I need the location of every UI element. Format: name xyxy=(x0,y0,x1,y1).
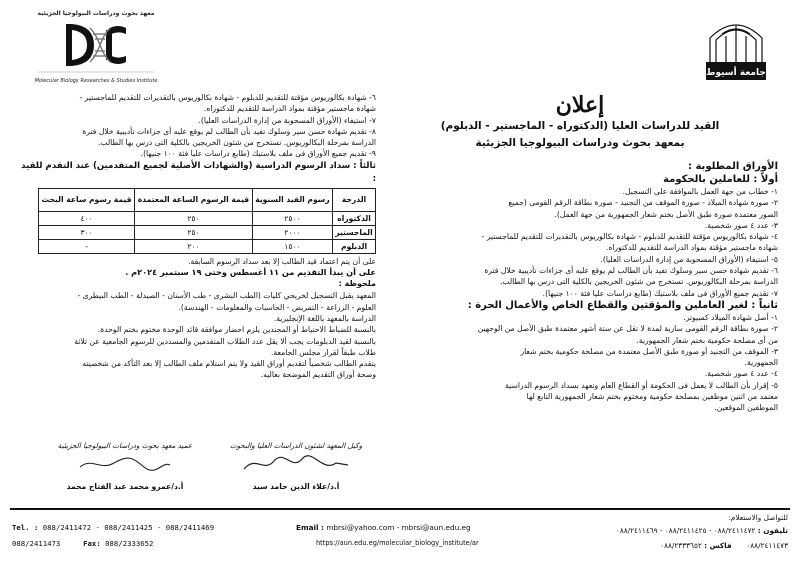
list-item: ٦- تقديم شهادة حسن سير وسلوك تفيد بأن الطالب لم يوقع عليه أى جزاءات تأديبية خلال فترة xyxy=(484,266,778,276)
university-logo xyxy=(700,10,772,84)
table-cell: الدبلوم xyxy=(333,239,376,253)
table-cell: ٣٠٠ xyxy=(39,225,135,239)
table-header-cell: قيمة رسوم ساعة البحث xyxy=(39,188,135,211)
svg-text:Molecular Biology Researches &: Molecular Biology Researches & Studies Institute xyxy=(34,78,158,84)
svg-text:معهد بحوث ودراسات البيولوجيا ا: معهد بحوث ودراسات البيولوجيا الجزيئية xyxy=(37,10,155,17)
note-item: طلاب طبقاً لقرار مجلس الجامعة. xyxy=(270,347,376,357)
list-item: ٤- شهادة بكالوريوس مؤقتة للتقديم للدبلوم - شهادة بكالوريوس بالتقديرات للتقديم للماجستير - xyxy=(481,232,778,242)
note-item: بالنسبة لقيد الدبلومات يجب ألا يقل عدد الطلاب المتقدمين والمسددين للرسوم الجامعية عن ثلاثة xyxy=(74,336,376,346)
table-header-cell: قيمة الرسوم الساعة المعتمدة xyxy=(135,188,253,211)
list-item: معتمد من اثنين موظفين بمصلحة حكومية ومختوم بختم شعار الجمهورية التابع لها xyxy=(526,392,778,402)
table-cell: الدكتوراه xyxy=(333,211,376,225)
table-cell: ٤٠٠ xyxy=(39,211,135,225)
list-item: الدراسة بمرحلة البكالوريوس. تستخرج من شئون الخريجين بالكلية التى درس بها الطالب. xyxy=(499,277,778,287)
list-item: ٩- تقديم جميع الأوراق فى ملف بلاستيك (طابع دراسات عليا فئة ١٠٠ جنيها). xyxy=(140,149,376,159)
list-item: ٥- استيفاء (الأوراق المسحوبة من إدارة الدراسات العليا). xyxy=(600,254,778,264)
note-item: يتقدم الطالب شخصياً لتقديم أوراق القيد ولا يتم استلام ملف الطالب إلا بعد التأكد من شخصيته xyxy=(82,359,376,369)
signature-block-dean xyxy=(40,440,210,492)
list-item: ١- أصل شهادة الميلاد كمبيوتر. xyxy=(683,312,778,322)
list-item: ٧- تقديم جميع الأوراق فى ملف بلاستيك (طابع دراسات عليا فئة ١٠٠ جنيها). xyxy=(542,288,778,298)
table-cell: - xyxy=(39,239,135,253)
note-item: المعهد يقبل التسجيل لخريجي كليات (الطب البشرى - طب الأسنان - الصيدلة - الطب البيطرى - xyxy=(77,291,376,301)
list-item: ٤- عدد ٤ صور شخصية. xyxy=(704,369,778,379)
footer-phone-ar: تليفون : ٠٨٨/٢٤١١٤٧٢ - ٠٨٨/٢٤١١٤٢٥ - ٠٨٨/٢٤١١٤٦٩ xyxy=(615,526,788,535)
deadline-text: على أن يبدأ التقديم من ١١ أغسطس وحتى ١٩ سبتمبر ٢٠٢٤م . xyxy=(125,267,376,278)
table-cell: ٢٥٠ xyxy=(135,211,253,225)
table-cell: الماجستير xyxy=(333,225,376,239)
section3-title: ثالثاً : سداد الرسوم الدراسية (والشهادات الأصلية لجميع المتقدمين) عند التقدم للقيد : xyxy=(21,160,376,184)
list-item: ٢- صورة شهادة الميلاد - صورة الموقف من التجنيد - صورة بطاقة الرقم القومى (جميع xyxy=(508,198,778,208)
footer-phone-en: Tel. : 088/2411472 - 088/2411425 - 088/2411469 xyxy=(12,523,215,532)
list-item: ٢- صورة بطاقة الرقم القومى سارية لمدة لا تقل عن ستة أشهر معتمدة طبق الأصل من الوجهين xyxy=(477,324,778,334)
table-cell: ٢٠٠ xyxy=(135,239,253,253)
fees-table xyxy=(38,188,376,254)
signature-block-vice-dean xyxy=(206,440,386,492)
footer-phone-fax-ar: ٠٨٨/٢٤١١٤٧٣ فاكس : ٠٨٨/٢٣٣٣٦٥٢ xyxy=(660,541,788,550)
list-item: من أى مصلحة حكومية بختم شعار الجمهورية. xyxy=(636,335,778,345)
svg-text:جامعة أسيوط: جامعة أسيوط xyxy=(706,68,766,78)
handwritten-signature-icon xyxy=(70,451,180,477)
notes-title: ملحوظة : xyxy=(338,279,376,289)
title-block xyxy=(380,92,780,152)
handwritten-signature-icon xyxy=(236,451,356,477)
title-line-2: بمعهد بحوث ودراسات البيولوجيا الجزيئية xyxy=(475,137,685,149)
university-emblem-icon xyxy=(700,10,772,84)
table-row xyxy=(39,225,376,239)
footer-email: Email : mbrsi@yahoo.com - mbrsi@aun.edu.eg xyxy=(296,523,471,532)
table-header-row xyxy=(39,188,376,211)
email-link[interactable]: mbrsi@yahoo.com - mbrsi@aun.edu.eg xyxy=(326,523,471,532)
right-column xyxy=(398,160,778,414)
list-item: ٨- تقديم شهادة حسن سير وسلوك تفيد بأن الطالب لم يوقع عليه أى جزاءات تأديبية خلال فترة xyxy=(82,126,376,136)
table-cell: ٢٥٠٠ xyxy=(252,211,332,225)
left-column xyxy=(18,92,376,381)
signatory-name: أ.د/علاء الدين حامد سيد xyxy=(252,482,340,491)
table-cell: ٢٠٠٠ xyxy=(252,225,332,239)
fees-note: على أن يتم اعتماد قيد الطالب إلا بعد سداد الرسوم السابقة. xyxy=(188,256,376,266)
note-item: العلوم - الزراعة - التمريض - الحاسبات والمعلومات - الهندسة). xyxy=(178,302,376,312)
list-item: ٦- شهادة بكالوريوس مؤقتة للتقديم للدبلوم - شهادة بكالوريوس بالتقديرات للتقديم للماجستير - xyxy=(79,93,376,102)
signature-title: عميد معهد بحوث ودراسات البيولوجيا الجزيئية xyxy=(57,441,193,450)
list-item: ٣- عدد ٤ صور شخصية. xyxy=(704,220,778,230)
website-link[interactable]: https://aun.edu.eg/molecular_biology_institute/ar xyxy=(316,539,479,547)
table-row xyxy=(39,239,376,253)
list-item: ٣- الموقف من التجنيد أو صورة طبق الأصل معتمدة من مصلحة حكومية بختم شعار xyxy=(520,346,778,356)
list-item: شهادة ماجستير مؤقتة بمواد الدراسة للتقديم للدكتوراه. xyxy=(605,243,778,253)
list-item: ٥- إقرار بأن الطالب لا يعمل فى الحكومة أو القطاع العام وتعهد بسداد الرسوم الدراسية xyxy=(505,380,778,390)
contact-label-ar: للتواصل والاستعلام: xyxy=(728,513,788,522)
table-header-cell: الدرجة xyxy=(333,188,376,211)
note-item: الدراسة بالمعهد باللغة الإنجليزية. xyxy=(273,313,376,323)
note-item: بالنسبة للضباط الاحتياط أو المجندين يلزم احضار موافقة قائد الوحدة مختوم بختم الوحدة. xyxy=(97,325,376,335)
footer-divider xyxy=(10,508,790,510)
table-header-cell: رسوم القيد السنوية xyxy=(252,188,332,211)
list-item: ٧- استيفاء (الأوراق المسحوبة من إدارة الدراسات العليا). xyxy=(198,115,376,125)
note-item: وصحة أوراق التقديم الموضحة بعاليه. xyxy=(260,370,376,380)
list-item: ١- خطاب من جهة العمل بالموافقة على التسجيل. xyxy=(622,187,778,196)
signature-title: وكيل المعهد لشئون الدراسات العليا والبحوث xyxy=(229,441,363,450)
table-cell: ٢٥٠ xyxy=(135,225,253,239)
title-line-1: القيد للدراسات العليا (الدكتوراه - الماجستير - الدبلوم) xyxy=(440,120,720,132)
dna-logo-icon xyxy=(30,6,162,90)
required-docs-heading: الأوراق المطلوبة : xyxy=(688,161,778,172)
list-item: الدراسة بمرحلة البكالوريوس. تستخرج من شئون الخريجين بالكلية التى درس بها الطالب. xyxy=(97,138,376,148)
institute-logo xyxy=(30,6,162,90)
signatory-name: أ.د/عمرو محمد عبد الفتاح محمد xyxy=(66,482,184,491)
table-cell: ١٥٠٠ xyxy=(252,239,332,253)
section2-title: ثانياً : لغير العاملين والمؤقتين والقطاع الخاص والأعمال الحرة : xyxy=(467,299,778,311)
table-row xyxy=(39,211,376,225)
list-item: الصور معتمدة صورة طبق الأصل بختم شعار الجمهورية من جهة العمل). xyxy=(554,209,778,219)
section1-title: أولاً : للعاملين بالحكومة xyxy=(663,174,778,185)
list-item: الموظفين الموقعين. xyxy=(714,403,778,413)
list-item: شهادة ماجستير مؤقتة بمواد الدراسة للتقديم للدكتوراه. xyxy=(203,104,376,114)
footer-phone-fax-en: 088/2411473 Fax: 088/2333652 xyxy=(12,539,154,548)
page-title: إعلان xyxy=(555,92,605,118)
list-item: الجمهورية. xyxy=(744,358,778,368)
